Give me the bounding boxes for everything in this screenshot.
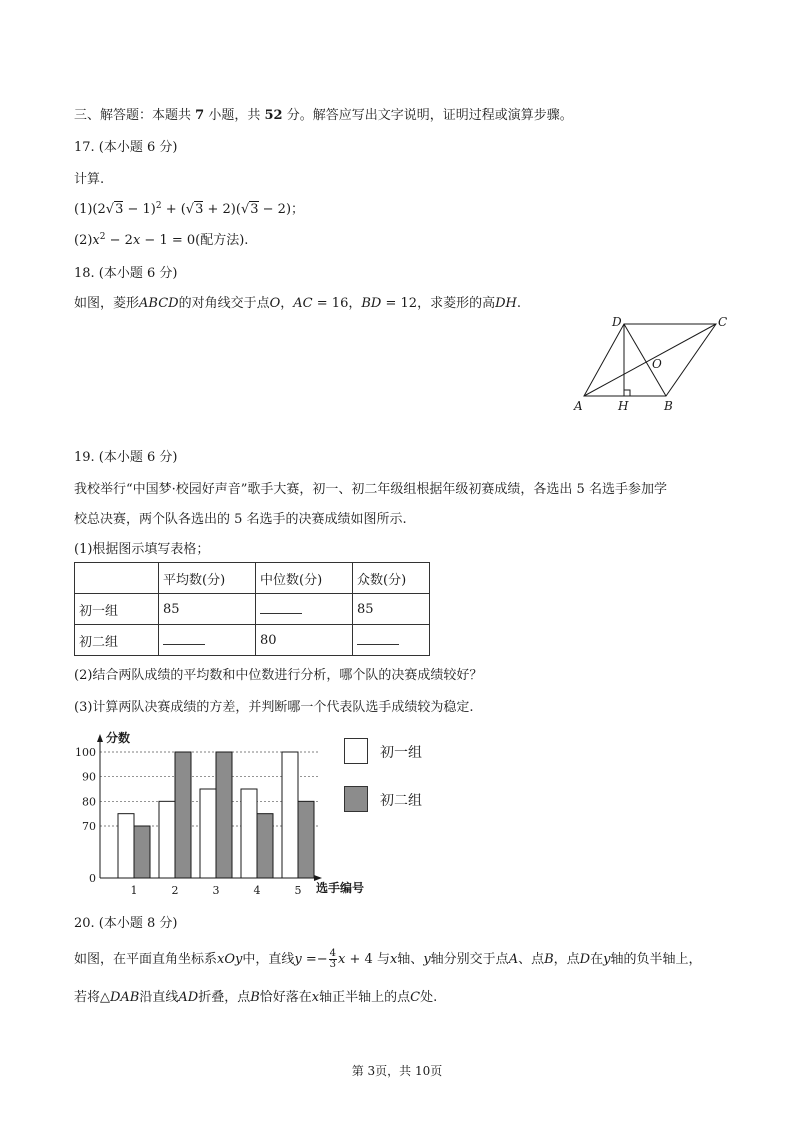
y-tick-label: 0 (89, 872, 96, 885)
y-axis-arrow (97, 734, 103, 742)
section-heading: 三、解答题：本题共 7 小题，共 52 分。解答应写出文字说明，证明过程或演算步骤。 (74, 108, 573, 123)
bar-grade2 (298, 801, 314, 878)
q18-header: 18. (本小题 6 分) (74, 266, 178, 281)
q20-line1: 如图，在平面直角坐标系xOy中，直线y =− $\frac{4}{3}$ x + 4 与x轴、y轴分别交于点A、点B，点D在y轴的负半轴上， (74, 948, 702, 970)
score-table (74, 562, 430, 656)
q19-sub1: (1)根据图示填写表格； (74, 542, 210, 557)
bar-grade2 (216, 752, 232, 878)
q20-header: 20. (本小题 8 分) (74, 916, 178, 931)
q19-para2: 校总决赛，两个队各选出的 5 名选手的决赛成绩如图所示. (74, 512, 407, 527)
bar-grade2 (257, 814, 273, 878)
label-H: H (618, 399, 629, 413)
q18-text: 如图，菱形ABCD的对角线交于点O，AC = 16，BD = 12，求菱形的高DH. (74, 296, 521, 311)
legend-label-grade1: 初一组 (380, 745, 422, 761)
y-tick-label: 90 (82, 770, 96, 784)
table-cell: 85 (159, 594, 256, 625)
table-cell: 85 (353, 594, 430, 625)
table-cell-blank[interactable] (353, 625, 430, 656)
bar-grade1 (159, 801, 175, 878)
page-footer: 第 3页，共 10页 (351, 1064, 443, 1078)
table-row (75, 625, 430, 656)
legend-label-grade2: 初二组 (380, 793, 422, 809)
legend-item-grade1 (340, 736, 540, 766)
table-header-cell (75, 563, 159, 594)
table-header-cell: 中位数(分) (256, 563, 353, 594)
x-tick-label: 3 (212, 884, 220, 896)
label-C: C (718, 315, 728, 329)
y-tick-label: 100 (75, 746, 96, 759)
label-O: O (652, 357, 662, 371)
legend-swatch-grade2 (344, 786, 368, 812)
q17-header: 17. (本小题 6 分) (74, 140, 178, 155)
bar-grade1 (118, 814, 134, 878)
bar-grade2 (134, 826, 150, 878)
table-header-cell: 平均数(分) (159, 563, 256, 594)
table-cell-blank[interactable] (256, 594, 353, 625)
y-tick-label: 80 (82, 795, 96, 809)
x-axis-label: 选手编号 (316, 881, 365, 895)
x-tick-label: 4 (253, 884, 261, 896)
x-tick-label: 2 (171, 884, 179, 896)
table-header-row (75, 563, 430, 594)
x-tick-label: 1 (130, 884, 138, 896)
legend-item-grade2 (340, 786, 540, 816)
table-cell: 初二组 (75, 625, 159, 656)
x-tick-label: 5 (294, 884, 302, 896)
q17-item2: $(2)x^2 - 2x - 1 = 0$(配方法). (74, 232, 249, 248)
q19-para1: 我校举行“中国梦·校园好声音”歌手大赛，初一、初二年级组根据年级初赛成绩，各选出 5 名选手参加学 (74, 482, 667, 497)
table-cell-blank[interactable] (159, 625, 256, 656)
table-row (75, 594, 430, 625)
table-cell: 80 (256, 625, 353, 656)
q20-line2: 若将△DAB沿直线AD折叠，点B恰好落在x轴正半轴上的点C处. (74, 990, 438, 1005)
q19-header: 19. (本小题 6 分) (74, 450, 178, 465)
bar-grade1 (200, 789, 216, 878)
y-tick-label: 70 (82, 820, 96, 833)
label-B: B (664, 399, 673, 413)
label-A: A (574, 399, 583, 413)
y-axis-label: 分数 (106, 731, 131, 745)
q19-sub2: (2)结合两队成绩的平均数和中位数进行分析，哪个队的决赛成绩较好？ (74, 668, 483, 683)
label-D: D (612, 315, 622, 329)
legend-swatch-grade1 (344, 738, 368, 764)
bar-grade1 (282, 752, 298, 878)
bar-grade2 (175, 752, 191, 878)
rhombus-diagram (566, 312, 746, 422)
table-header-cell: 众数(分) (353, 563, 430, 594)
q17-intro: 计算. (74, 172, 105, 187)
table-cell: 初一组 (75, 594, 159, 625)
q17-item1: $(1)(2√3 - 1)^2 + (√3 + 2)(√3 - 2)$； (74, 201, 305, 217)
bar-grade1 (241, 789, 257, 878)
q19-sub3: (3)计算两队决赛成绩的方差，并判断哪一个代表队选手成绩较为稳定. (74, 700, 474, 715)
